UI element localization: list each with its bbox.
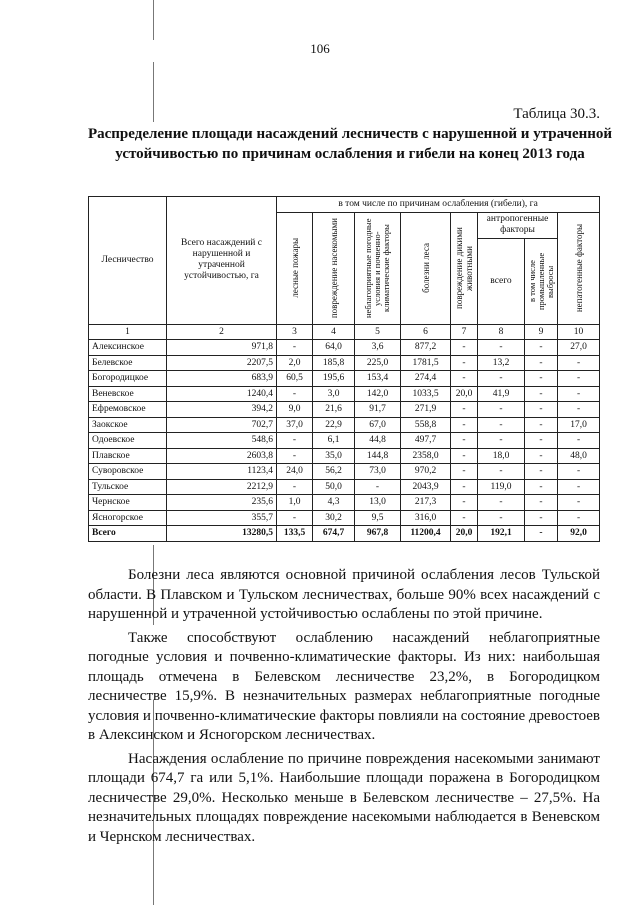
header-non-pathogenic-label: непатогенные факторы <box>573 223 584 313</box>
body-text <box>88 566 600 851</box>
cell-industrial: - <box>525 448 558 464</box>
cell-total: 2207,5 <box>167 355 277 371</box>
cell-non-pathogenic: - <box>558 355 600 371</box>
cell-total: 1123,4 <box>167 464 277 480</box>
cell-fires: - <box>277 433 313 449</box>
column-number: 1 <box>89 324 167 340</box>
cell-insects: 185,8 <box>313 355 355 371</box>
table-row <box>89 402 600 418</box>
cell-disease: 497,7 <box>401 433 451 449</box>
cell-animals: - <box>451 340 478 356</box>
cell-total: 702,7 <box>167 417 277 433</box>
header-non-pathogenic <box>558 212 600 324</box>
cell-animals: 20,0 <box>451 386 478 402</box>
table-row <box>89 510 600 526</box>
cell-weather: 9,5 <box>355 510 401 526</box>
cell-non-pathogenic: - <box>558 495 600 511</box>
header-disease <box>401 212 451 324</box>
cell-non-pathogenic: - <box>558 433 600 449</box>
cell-disease: 877,2 <box>401 340 451 356</box>
column-number: 10 <box>558 324 600 340</box>
cell-animals: - <box>451 464 478 480</box>
cell-fires: - <box>277 340 313 356</box>
column-number: 2 <box>167 324 277 340</box>
cell-industrial: - <box>525 386 558 402</box>
cell-anthro: - <box>478 510 525 526</box>
cell-name: Одоевское <box>89 433 167 449</box>
cell-name: Богородицкое <box>89 371 167 387</box>
cell-animals: - <box>451 417 478 433</box>
cell-disease: 1033,5 <box>401 386 451 402</box>
paragraph: Насаждения ослабление по причине повреждения насекомыми занимают площади 674,7 га или 5,1%. Наибольшие площади поражена в Богородицком лесничестве 29,0%. Несколько меньше в Белевском лесничестве – 27,5%. На незначительных площадях повреждение насекомыми наблюдается в Веневском и Чернском лесничествах. <box>88 750 600 845</box>
cell-disease: 217,3 <box>401 495 451 511</box>
cell-fires: 9,0 <box>277 402 313 418</box>
cell-industrial: - <box>525 464 558 480</box>
cell-disease: 1781,5 <box>401 355 451 371</box>
cell-fires: - <box>277 510 313 526</box>
cell-industrial: - <box>525 402 558 418</box>
cell-anthro: 192,1 <box>478 526 525 542</box>
table-label: Таблица 30.3. <box>513 106 600 122</box>
header-fires-label: лесные пожары <box>289 238 300 298</box>
cell-insects: 50,0 <box>313 479 355 495</box>
table-row <box>89 371 600 387</box>
cell-non-pathogenic: - <box>558 402 600 418</box>
cell-disease: 11200,4 <box>401 526 451 542</box>
cell-animals: - <box>451 355 478 371</box>
cell-insects: 6,1 <box>313 433 355 449</box>
cell-weather: - <box>355 479 401 495</box>
cell-insects: 22,9 <box>313 417 355 433</box>
header-weather <box>355 212 401 324</box>
cell-anthro: - <box>478 433 525 449</box>
cell-non-pathogenic: - <box>558 479 600 495</box>
cell-fires: - <box>277 386 313 402</box>
header-weather-label: неблагоприятные погодные условия и почвенно-климатические факторы <box>363 218 391 318</box>
cell-non-pathogenic: 27,0 <box>558 340 600 356</box>
cell-fires: 133,5 <box>277 526 313 542</box>
cell-insects: 30,2 <box>313 510 355 526</box>
column-number: 6 <box>401 324 451 340</box>
cell-industrial: - <box>525 340 558 356</box>
cell-anthro: - <box>478 340 525 356</box>
cell-non-pathogenic: - <box>558 386 600 402</box>
cell-total: 355,7 <box>167 510 277 526</box>
cell-disease: 2043,9 <box>401 479 451 495</box>
cell-weather: 967,8 <box>355 526 401 542</box>
cell-weather: 13,0 <box>355 495 401 511</box>
header-insects-label: повреждение насекомыми <box>328 217 339 319</box>
paragraph: Болезни леса являются основной причиной ослабления лесов Тульской области. В Плавском и Тульском лесничествах, больше 90% всех насаждений с нарушенной и утраченной устойчивостью ослаблены по этой причине. <box>88 567 600 622</box>
cell-name: Веневское <box>89 386 167 402</box>
cell-insects: 3,0 <box>313 386 355 402</box>
data-table <box>88 196 600 542</box>
cell-insects: 195,6 <box>313 371 355 387</box>
cell-anthro: - <box>478 402 525 418</box>
table-row <box>89 417 600 433</box>
table-row <box>89 448 600 464</box>
cell-anthro: 13,2 <box>478 355 525 371</box>
header-industrial-label: в том числе промышленные выбросы <box>527 252 555 310</box>
cell-disease: 274,4 <box>401 371 451 387</box>
cell-total: 235,6 <box>167 495 277 511</box>
header-insects <box>313 212 355 324</box>
column-number-row <box>89 324 600 340</box>
cell-anthro: - <box>478 371 525 387</box>
cell-weather: 3,6 <box>355 340 401 356</box>
cell-name: Плавское <box>89 448 167 464</box>
cell-disease: 2358,0 <box>401 448 451 464</box>
cell-total: 2603,8 <box>167 448 277 464</box>
cell-industrial: - <box>525 510 558 526</box>
cell-animals: - <box>451 495 478 511</box>
cell-name: Заокское <box>89 417 167 433</box>
cell-weather: 153,4 <box>355 371 401 387</box>
table-body <box>89 340 600 542</box>
cell-fires: - <box>277 479 313 495</box>
cell-anthro: - <box>478 464 525 480</box>
cell-name: Суворовское <box>89 464 167 480</box>
column-number: 4 <box>313 324 355 340</box>
cell-name: Алексинское <box>89 340 167 356</box>
cell-industrial: - <box>525 526 558 542</box>
table-row <box>89 386 600 402</box>
table-row <box>89 479 600 495</box>
page-number: 106 <box>310 41 330 56</box>
cell-weather: 142,0 <box>355 386 401 402</box>
cell-weather: 91,7 <box>355 402 401 418</box>
cell-fires: 2,0 <box>277 355 313 371</box>
cell-name: Белевское <box>89 355 167 371</box>
cell-disease: 558,8 <box>401 417 451 433</box>
header-anthropogenic: антропогенные факторы <box>478 212 558 238</box>
cell-total: 683,9 <box>167 371 277 387</box>
cell-animals: - <box>451 371 478 387</box>
table-total-row <box>89 526 600 542</box>
cell-fires: - <box>277 448 313 464</box>
cell-industrial: - <box>525 433 558 449</box>
cell-non-pathogenic: 92,0 <box>558 526 600 542</box>
header-forestry: Лесничество <box>89 197 167 325</box>
cell-total: 13280,5 <box>167 526 277 542</box>
cell-anthro: 18,0 <box>478 448 525 464</box>
column-number: 3 <box>277 324 313 340</box>
cell-animals: 20,0 <box>451 526 478 542</box>
column-number: 8 <box>478 324 525 340</box>
cell-total: 1240,4 <box>167 386 277 402</box>
cell-insects: 4,3 <box>313 495 355 511</box>
cell-weather: 73,0 <box>355 464 401 480</box>
column-number: 7 <box>451 324 478 340</box>
scan-artifact-line <box>153 0 154 40</box>
cell-insects: 674,7 <box>313 526 355 542</box>
cell-name: Ясногорское <box>89 510 167 526</box>
cell-industrial: - <box>525 417 558 433</box>
cell-disease: 271,9 <box>401 402 451 418</box>
cell-name: Ефремовское <box>89 402 167 418</box>
cell-weather: 225,0 <box>355 355 401 371</box>
cell-non-pathogenic: - <box>558 464 600 480</box>
cell-animals: - <box>451 433 478 449</box>
cell-non-pathogenic: - <box>558 371 600 387</box>
cell-fires: 24,0 <box>277 464 313 480</box>
cell-total: 971,8 <box>167 340 277 356</box>
header-total: Всего насаждений с нарушенной и утраченной устойчивостью, га <box>167 197 277 325</box>
header-disease-label: болезни леса <box>420 243 431 293</box>
table-row <box>89 464 600 480</box>
cell-name: Тульское <box>89 479 167 495</box>
header-fires <box>277 212 313 324</box>
cell-industrial: - <box>525 355 558 371</box>
cell-non-pathogenic: 48,0 <box>558 448 600 464</box>
cell-total: 394,2 <box>167 402 277 418</box>
cell-weather: 44,8 <box>355 433 401 449</box>
cell-fires: 1,0 <box>277 495 313 511</box>
table-row <box>89 495 600 511</box>
cell-industrial: - <box>525 495 558 511</box>
cell-name: Чернское <box>89 495 167 511</box>
cell-animals: - <box>451 510 478 526</box>
cell-animals: - <box>451 402 478 418</box>
cell-anthro: 41,9 <box>478 386 525 402</box>
paragraph: Также способствуют ослаблению насаждений неблагоприятные погодные условия и почвенно-климатические факторы. Из них: наибольшая площадь отмечена в Белевском лесничестве 23,2%, в Богородицком лесничестве 15,9%. В незначительных размерах неблагоприятные погодные условия и почвенно-климатические факторы повлияли на состояние древостоев в Алексинском и Ясногорском лесничествах. <box>88 629 600 743</box>
column-number: 9 <box>525 324 558 340</box>
cell-name: Всего <box>89 526 167 542</box>
cell-fires: 37,0 <box>277 417 313 433</box>
cell-animals: - <box>451 479 478 495</box>
cell-weather: 67,0 <box>355 417 401 433</box>
table-title: Распределение площади насаждений лесничеств с нарушенной и утраченной устойчивостью по причинам ослабления и гибели на конец 2013 года <box>87 126 613 162</box>
cell-insects: 56,2 <box>313 464 355 480</box>
cell-anthro: - <box>478 495 525 511</box>
cell-animals: - <box>451 448 478 464</box>
table-row <box>89 340 600 356</box>
table-row <box>89 433 600 449</box>
header-group: в том числе по причинам ослабления (гибели), га <box>277 197 600 213</box>
table-row <box>89 355 600 371</box>
cell-disease: 316,0 <box>401 510 451 526</box>
column-number: 5 <box>355 324 401 340</box>
cell-total: 548,6 <box>167 433 277 449</box>
cell-total: 2212,9 <box>167 479 277 495</box>
header-animals-label: повреждение дикими животными <box>454 227 474 309</box>
scan-artifact-line <box>153 62 154 122</box>
cell-anthro: - <box>478 417 525 433</box>
cell-weather: 144,8 <box>355 448 401 464</box>
cell-non-pathogenic: 17,0 <box>558 417 600 433</box>
cell-insects: 35,0 <box>313 448 355 464</box>
header-animals <box>451 212 478 324</box>
cell-non-pathogenic: - <box>558 510 600 526</box>
cell-disease: 970,2 <box>401 464 451 480</box>
cell-industrial: - <box>525 479 558 495</box>
cell-fires: 60,5 <box>277 371 313 387</box>
cell-industrial: - <box>525 371 558 387</box>
header-industrial <box>525 238 558 324</box>
cell-anthro: 119,0 <box>478 479 525 495</box>
header-anthro-total: всего <box>478 238 525 324</box>
cell-insects: 64,0 <box>313 340 355 356</box>
cell-insects: 21,6 <box>313 402 355 418</box>
